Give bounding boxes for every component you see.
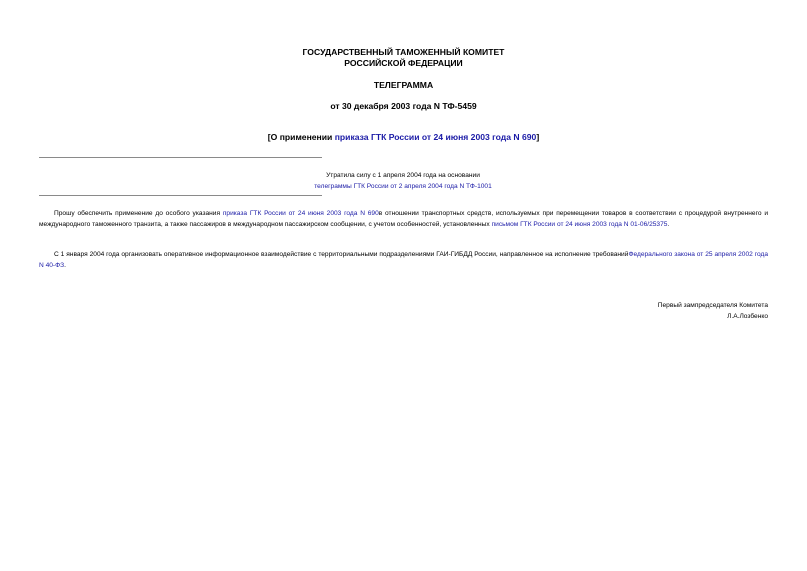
document-date: от 30 декабря 2003 года N ТФ-5459 <box>330 101 477 111</box>
paragraph2-law-link[interactable]: Федерального закона от 25 апреля 2002 года N 40-ФЗ <box>39 251 768 269</box>
paragraph2-text-b: . <box>64 262 66 269</box>
agency-name-line1: ГОСУДАРСТВЕННЫЙ ТАМОЖЕННЫЙ КОМИТЕТ <box>302 47 505 57</box>
body-paragraph-1 <box>39 208 768 230</box>
signatory-name: Л.А.Лозбенко <box>727 313 768 320</box>
signature-block <box>658 300 768 322</box>
status-note-text: Утратила силу с 1 апреля 2004 года на основании <box>326 172 480 179</box>
signatory-position: Первый зампредседателя Комитета <box>657 302 768 309</box>
status-telegram-link[interactable]: телеграммы ГТК России от 2 апреля 2004 года N ТФ-1001 <box>314 183 492 190</box>
paragraph1-text-c: . <box>667 221 670 228</box>
paragraph2-text-a: С 1 января 2004 года организовать оперативное информационное взаимодействие с территориальными подразделениями ГАИ-ГИБДД России, направленное на исполнение требований <box>54 251 629 258</box>
divider-top <box>39 157 322 158</box>
paragraph1-text-b: в отношении транспортных средств, используемых при перемещении товаров в соответствии с процедурой внутреннего и международного таможенного транзита, а также пассажиров в международном пассажирском сообщении, с учетом особенностей, установленных <box>39 210 768 228</box>
agency-name-line2: РОССИЙСКОЙ ФЕДЕРАЦИИ <box>344 58 463 68</box>
paragraph1-text-a: Прошу обеспечить применение до особого указания <box>54 210 223 217</box>
paragraph1-order-link[interactable]: приказа ГТК России от 24 июня 2003 года N 690 <box>222 210 379 217</box>
body-paragraph-2 <box>39 249 768 271</box>
divider-bottom <box>39 195 322 196</box>
subject-prefix: [О применении <box>267 132 335 142</box>
paragraph1-letter-link[interactable]: письмом ГТК России от 24 июня 2003 года N 01-06/25375 <box>491 221 668 228</box>
document-type: ТЕЛЕГРАММА <box>373 80 434 90</box>
subject-suffix: ] <box>536 132 540 142</box>
document-subject <box>180 132 627 143</box>
agency-name <box>0 47 807 69</box>
subject-order-link[interactable]: приказа ГТК России от 24 июня 2003 года N 690 <box>334 132 537 142</box>
status-note <box>39 170 767 192</box>
